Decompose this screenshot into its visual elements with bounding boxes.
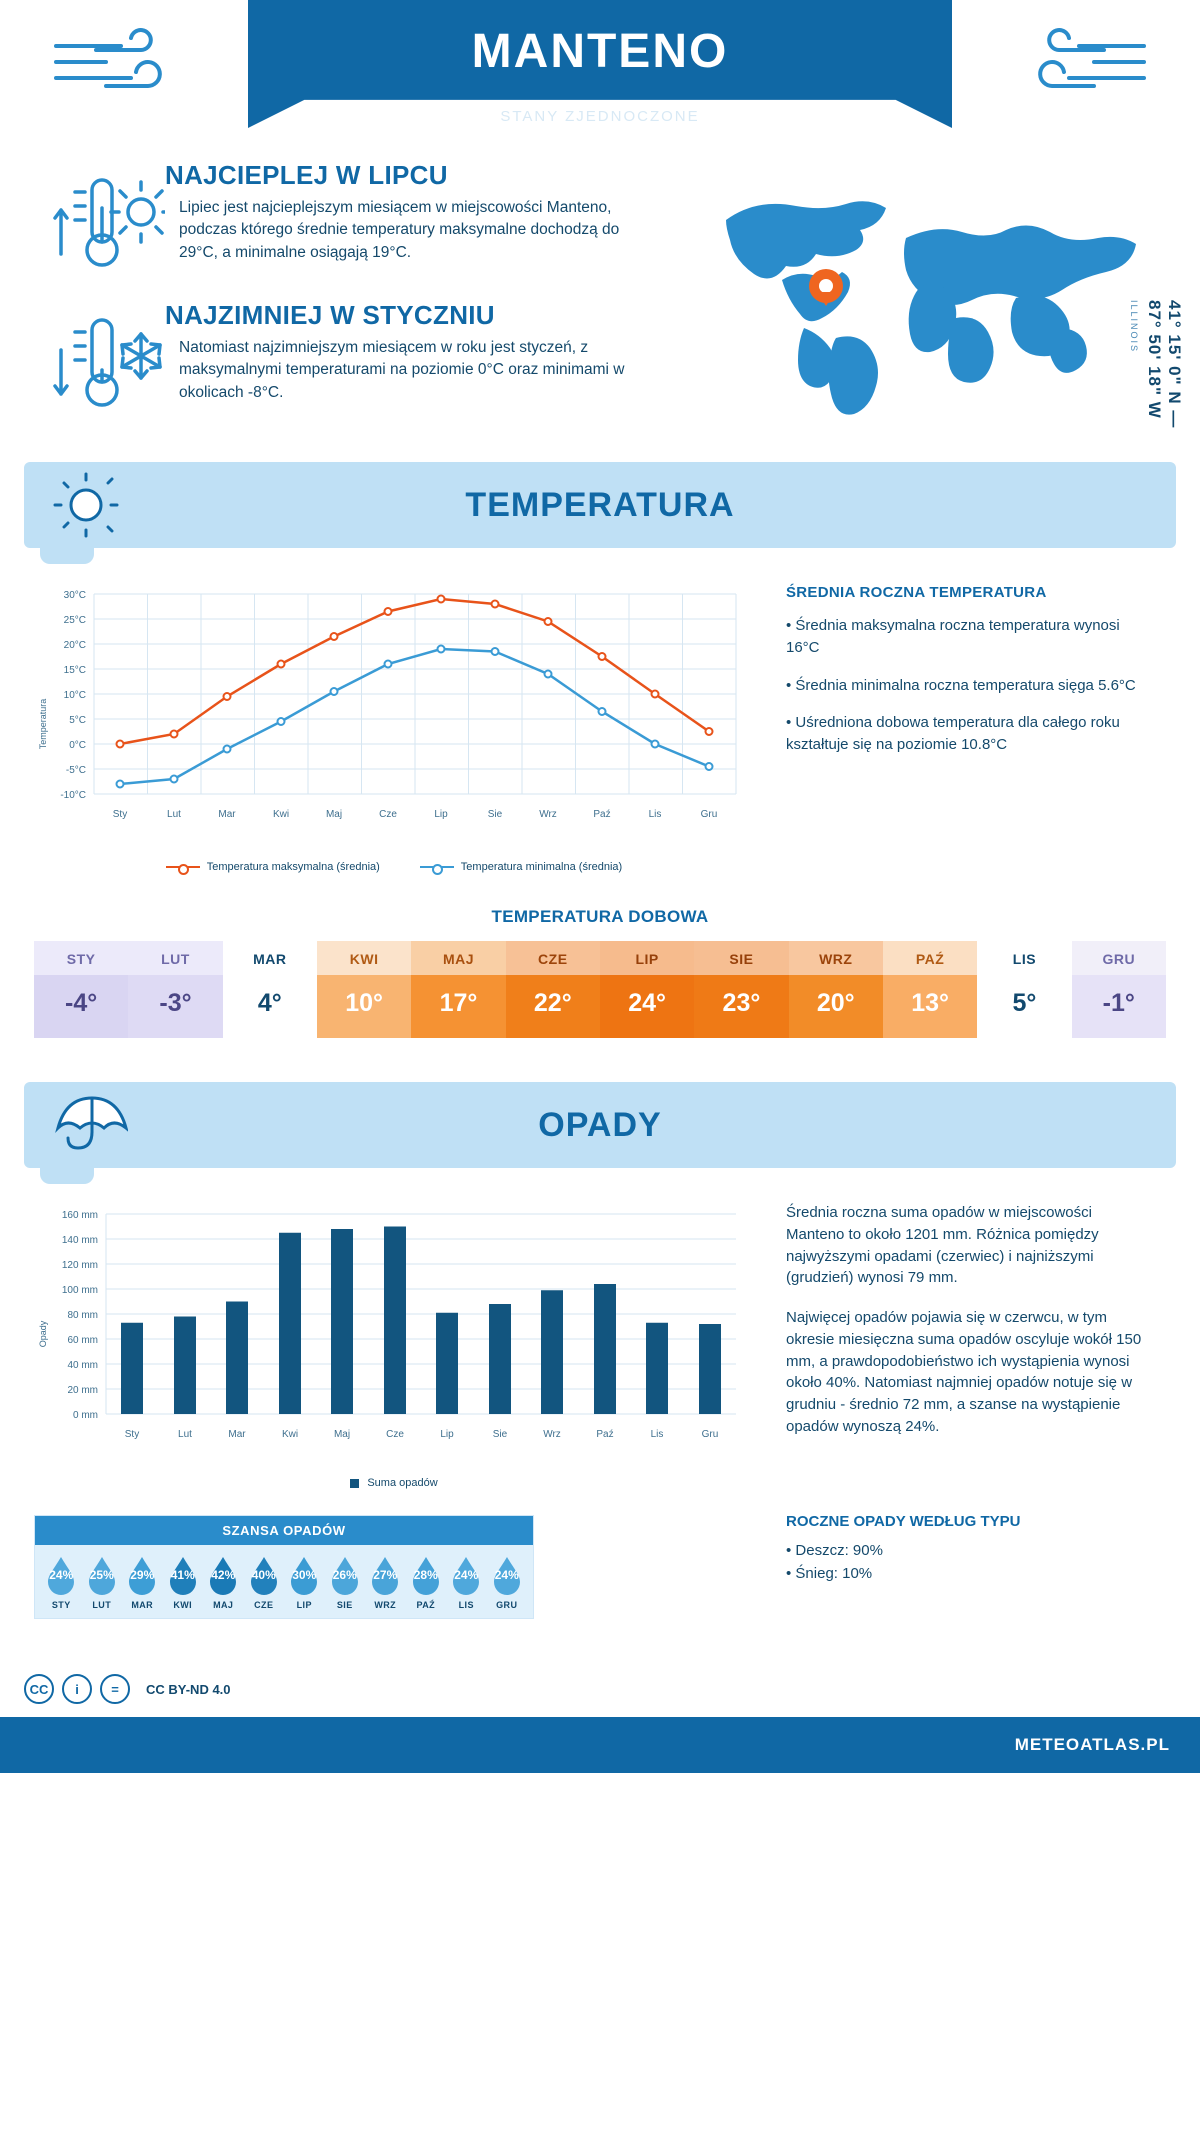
svg-text:0 mm: 0 mm (73, 1410, 98, 1421)
svg-text:20°C: 20°C (63, 640, 86, 651)
cold-icons (45, 308, 165, 418)
daily-month: GRU (1072, 941, 1166, 975)
coldest-month-block (45, 300, 655, 404)
coldest-month-title: NAJZIMNIEJ W STYCZNIU (165, 300, 495, 330)
chance-month: MAR (131, 1600, 154, 1610)
chance-col (122, 1555, 163, 1610)
temperature-section-title: TEMPERATURA (465, 486, 735, 524)
svg-text:Lis: Lis (650, 1429, 664, 1440)
water-drop-icon (206, 1555, 240, 1597)
legend-item-min (420, 861, 622, 873)
legend-swatch-min (420, 866, 454, 868)
legend-swatch-max (166, 866, 200, 868)
precipitation-legend (24, 1477, 764, 1489)
wind-icon (1014, 26, 1164, 111)
temperature-area (0, 548, 1200, 873)
chance-value: 40% (251, 1568, 276, 1582)
water-drop-icon (449, 1555, 483, 1597)
water-drop-icon (166, 1555, 200, 1597)
svg-text:0°C: 0°C (69, 740, 86, 751)
chance-month: LIS (458, 1600, 474, 1610)
daily-value: 24° (600, 975, 694, 1038)
warmest-month-title: NAJCIEPLEJ W LIPCU (165, 160, 448, 190)
water-drop-icon (247, 1555, 281, 1597)
svg-text:Mar: Mar (218, 809, 236, 820)
temperature-legend (24, 861, 764, 873)
svg-text:Cze: Cze (386, 1429, 404, 1440)
svg-text:-10°C: -10°C (60, 790, 86, 801)
svg-text:Sty: Sty (124, 1429, 140, 1440)
coordinates-value: 41° 15' 0" N — 87° 50' 18" W (1145, 300, 1184, 429)
daily-col (411, 941, 505, 1038)
chance-col (365, 1555, 406, 1610)
chance-col (406, 1555, 447, 1610)
umbrella-icon (50, 1092, 128, 1167)
page-title: MANTENO (471, 25, 729, 78)
chance-col (244, 1555, 285, 1610)
daily-col (789, 941, 883, 1038)
daily-month: PAŹ (883, 941, 977, 975)
daily-col (317, 941, 411, 1038)
svg-text:Paź: Paź (593, 809, 611, 820)
chance-col (325, 1555, 366, 1610)
precipitation-area (0, 1168, 1200, 1489)
precipitation-section-banner (24, 1082, 1176, 1168)
chance-month: MAJ (213, 1600, 234, 1610)
chance-col (446, 1555, 487, 1610)
world-map (686, 178, 1146, 418)
temperature-summary-item: • Średnia maksymalna roczna temperatura wynosi 16°C (786, 617, 1120, 656)
daily-month: LIP (600, 941, 694, 975)
attribution-icon: i (62, 1674, 92, 1704)
daily-value: -4° (34, 975, 128, 1038)
svg-text:Kwi: Kwi (272, 809, 290, 820)
precipitation-chart (24, 1194, 764, 1489)
daily-col (694, 941, 788, 1038)
legend-item-max (166, 861, 380, 873)
legend-label-precip: Suma opadów (367, 1477, 438, 1489)
svg-text:Maj: Maj (333, 1429, 351, 1440)
chance-value: 24% (454, 1568, 479, 1582)
svg-text:Sie: Sie (487, 809, 503, 820)
chance-value: 28% (413, 1568, 438, 1582)
chance-value: 25% (89, 1568, 114, 1582)
svg-text:Lut: Lut (167, 809, 181, 820)
svg-text:140 mm: 140 mm (61, 1235, 98, 1246)
daily-value: 22° (506, 975, 600, 1038)
creative-commons-icon: CC (24, 1674, 54, 1704)
temperature-chart (24, 574, 764, 873)
svg-text:25°C: 25°C (63, 615, 86, 626)
svg-text:Wrz: Wrz (539, 809, 557, 820)
svg-text:60 mm: 60 mm (67, 1335, 98, 1346)
svg-text:Gru: Gru (700, 809, 718, 820)
svg-text:Opady: Opady (38, 1320, 48, 1348)
sun-icon (50, 472, 122, 543)
daily-value: 5° (977, 975, 1071, 1038)
no-derivatives-icon: = (100, 1674, 130, 1704)
chance-month: PAŹ (416, 1600, 436, 1610)
chance-month: STY (51, 1600, 71, 1610)
license-label: CC BY-ND 4.0 (146, 1681, 231, 1697)
water-drop-icon (44, 1555, 78, 1597)
wind-icon (36, 26, 186, 111)
daily-value: 10° (317, 975, 411, 1038)
summary-section (0, 150, 1200, 450)
state-name: ILLINOIS (1129, 300, 1139, 354)
precipitation-type-title: ROCZNE OPADY WEDŁUG TYPU (786, 1513, 1021, 1530)
daily-col (506, 941, 600, 1038)
daily-value: 4° (223, 975, 317, 1038)
chance-title: SZANSA OPADÓW (35, 1516, 533, 1545)
temperature-summary-item: • Średnia minimalna roczna temperatura sięga 5.6°C (786, 676, 1136, 694)
svg-text:120 mm: 120 mm (61, 1260, 98, 1271)
daily-col (600, 941, 694, 1038)
svg-text:Sie: Sie (492, 1429, 508, 1440)
chance-of-precipitation-box (34, 1515, 534, 1619)
chance-month: KWI (173, 1600, 193, 1610)
footer-bar (0, 1717, 1200, 1773)
svg-text:15°C: 15°C (63, 665, 86, 676)
legend-swatch-precip (350, 1479, 359, 1488)
chance-value: 26% (332, 1568, 357, 1582)
coldest-month-text: Natomiast najzimniejszym miesiącem w roku jest styczeń, z maksymalnymi temperaturami na poziomie 0°C oraz minimami w okolicach -8°C. (179, 339, 625, 401)
legend-label-min: Temperatura minimalna (średnia) (460, 861, 623, 873)
svg-text:10°C: 10°C (63, 690, 86, 701)
chance-value: 29% (130, 1568, 155, 1582)
daily-value: -1° (1072, 975, 1166, 1038)
svg-text:Kwi: Kwi (281, 1429, 299, 1440)
precipitation-type-block (786, 1513, 1176, 1585)
svg-text:Lip: Lip (440, 1429, 454, 1440)
daily-month: WRZ (789, 941, 883, 975)
water-drop-icon (368, 1555, 402, 1597)
chance-value: 24% (494, 1568, 519, 1582)
daily-value: 20° (789, 975, 883, 1038)
chance-value: 41% (170, 1568, 195, 1582)
chance-col (82, 1555, 123, 1610)
daily-value: -3° (128, 975, 222, 1038)
water-drop-icon (85, 1555, 119, 1597)
water-drop-icon (328, 1555, 362, 1597)
daily-temperature-table (34, 941, 1166, 1038)
precipitation-summary (764, 1194, 1154, 1489)
chance-month: LUT (92, 1600, 112, 1610)
svg-text:Maj: Maj (325, 809, 343, 820)
daily-col (977, 941, 1071, 1038)
page-subtitle: STANY ZJEDNOCZONE (500, 108, 700, 125)
chance-month: SIE (336, 1600, 353, 1610)
warmest-month-text: Lipiec jest najcieplejszym miesiącem w miejscowości Manteno, podczas którego średnie temperatury maksymalne dochodzą do 29°C, a minimalne osiągają 19°C. (179, 199, 620, 261)
svg-text:100 mm: 100 mm (61, 1285, 98, 1296)
daily-temperature-title: TEMPERATURA DOBOWA (491, 907, 709, 926)
chance-col (41, 1555, 82, 1610)
svg-text:80 mm: 80 mm (67, 1310, 98, 1321)
svg-text:Gru: Gru (701, 1429, 719, 1440)
chance-month: LIP (296, 1600, 312, 1610)
license-bar (0, 1661, 1200, 1717)
header (0, 0, 1200, 150)
svg-text:Paź: Paź (596, 1429, 614, 1440)
precipitation-summary-paragraph: Najwięcej opadów pojawia się w czerwcu, w tym okresie miesięczna suma opadów oscyluje wokół 150 mm, a prawdopodobieństwo ich wystąpienia wynosi około 40%. Natomiast najmniej opadów notuje się w grudniu - średnio 72 mm, a szanse na wystąpienie opadów wynoszą 24%. (786, 1309, 1142, 1435)
daily-month: SIE (694, 941, 788, 975)
precipitation-type-item: • Śnieg: 10% (786, 1564, 873, 1582)
water-drop-icon (409, 1555, 443, 1597)
temperature-summary-item: • Uśredniona dobowa temperatura dla całego roku kształtuje się na poziomie 10.8°C (786, 714, 1120, 753)
daily-month: MAR (223, 941, 317, 975)
chance-col (163, 1555, 204, 1610)
svg-text:Lut: Lut (178, 1429, 192, 1440)
svg-text:Lip: Lip (434, 809, 448, 820)
svg-text:Temperatura: Temperatura (38, 698, 48, 750)
daily-col (128, 941, 222, 1038)
daily-col (34, 941, 128, 1038)
chance-row (35, 1545, 533, 1618)
chance-col (487, 1555, 528, 1610)
svg-text:-5°C: -5°C (65, 765, 86, 776)
temperature-section-banner (24, 462, 1176, 548)
daily-col (223, 941, 317, 1038)
warmest-month-block (45, 160, 655, 264)
svg-text:Sty: Sty (112, 809, 128, 820)
svg-text:30°C: 30°C (63, 590, 86, 601)
chance-month: WRZ (374, 1600, 397, 1610)
legend-label-max: Temperatura maksymalna (średnia) (206, 861, 380, 873)
svg-text:Mar: Mar (228, 1429, 246, 1440)
svg-text:Cze: Cze (379, 809, 397, 820)
daily-col (883, 941, 977, 1038)
precipitation-section-title: OPADY (538, 1106, 662, 1144)
chance-month: CZE (254, 1600, 274, 1610)
water-drop-icon (287, 1555, 321, 1597)
chance-month: GRU (496, 1600, 518, 1610)
chance-value: 27% (373, 1568, 398, 1582)
svg-text:20 mm: 20 mm (67, 1385, 98, 1396)
chance-col (203, 1555, 244, 1610)
svg-text:Lis: Lis (648, 809, 662, 820)
water-drop-icon (490, 1555, 524, 1597)
daily-col (1072, 941, 1166, 1038)
daily-month: STY (34, 941, 128, 975)
warm-icons (45, 168, 165, 278)
daily-value: 13° (883, 975, 977, 1038)
temperature-summary (764, 574, 1154, 873)
svg-text:160 mm: 160 mm (61, 1210, 98, 1221)
svg-text:5°C: 5°C (69, 715, 86, 726)
chance-col (284, 1555, 325, 1610)
daily-month: LUT (128, 941, 222, 975)
water-drop-icon (125, 1555, 159, 1597)
daily-month: CZE (506, 941, 600, 975)
temperature-summary-title: ŚREDNIA ROCZNA TEMPERATURA (786, 584, 1047, 601)
chance-value: 24% (49, 1568, 74, 1582)
daily-month: KWI (317, 941, 411, 975)
site-name: METEOATLAS.PL (1014, 1735, 1170, 1754)
daily-month: MAJ (411, 941, 505, 975)
chance-value: 30% (292, 1568, 317, 1582)
svg-text:Wrz: Wrz (543, 1429, 561, 1440)
daily-month: LIS (977, 941, 1071, 975)
chance-value: 42% (211, 1568, 236, 1582)
precipitation-summary-paragraph: Średnia roczna suma opadów w miejscowości Manteno to około 1201 mm. Różnica pomiędzy najwyższymi opadami (czerwiec) i najniższymi (grudzień) wynosi 79 mm. (786, 1204, 1099, 1287)
coordinates (1124, 300, 1184, 450)
svg-text:40 mm: 40 mm (67, 1360, 98, 1371)
precipitation-type-item: • Deszcz: 90% (786, 1542, 883, 1559)
daily-value: 23° (694, 975, 788, 1038)
daily-value: 17° (411, 975, 505, 1038)
